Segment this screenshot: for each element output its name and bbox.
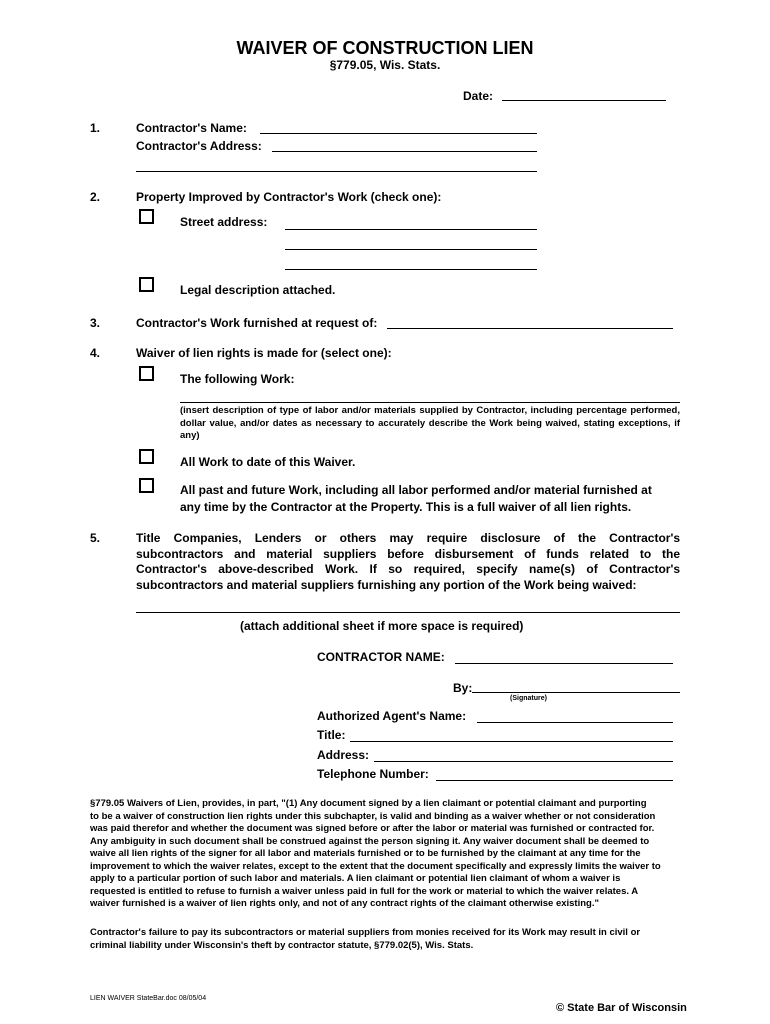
all-past-future-work-line-2: any time by the Contractor at the Property. This is a full waiver of all lien rights. xyxy=(180,500,632,514)
contractor-address-field[interactable] xyxy=(272,151,537,152)
warning-line: criminal liability under Wisconsin's theft by contractor statute, §779.02(5), Wis. Stats. xyxy=(90,939,474,951)
contractor-name-caps-field[interactable] xyxy=(455,663,673,664)
signature-field[interactable] xyxy=(472,692,680,693)
address-field[interactable] xyxy=(374,761,673,762)
all-work-to-date-label: All Work to date of this Waiver. xyxy=(180,455,356,469)
statute-line: §779.05 Waivers of Lien, provides, in part, "(1) Any document signed by a lien claimant or potential claimant and purporting xyxy=(90,798,647,809)
disclosure-line-4: subcontractors and material suppliers furnishing any portion of the Work being waived: xyxy=(136,578,637,592)
street-address-label: Street address: xyxy=(180,215,268,229)
statute-line: to be a waiver of construction lien rights under this subchapter, is valid and binding as a waiver whether or not consideration xyxy=(90,810,656,822)
section-2-number: 2. xyxy=(90,190,101,204)
waiver-scope-heading: Waiver of lien rights is made for (select one): xyxy=(136,346,392,360)
by-label: By: xyxy=(453,681,473,695)
date-field[interactable] xyxy=(502,100,666,101)
document-title: WAIVER OF CONSTRUCTION LIEN xyxy=(236,38,534,58)
street-address-field-2[interactable] xyxy=(285,249,537,250)
following-work-label: The following Work: xyxy=(180,372,295,386)
section-1-number: 1. xyxy=(90,121,101,135)
copyright: © State Bar of Wisconsin xyxy=(556,1002,687,1014)
disclosure-line-2: subcontractors and material suppliers before disbursement of funds related to the xyxy=(136,547,680,561)
work-requested-by-field[interactable] xyxy=(387,328,673,329)
statute-line: was paid therefor and whether the document was signed before or after the labor or material was furnished or contracted for. xyxy=(90,823,655,834)
theft-warning xyxy=(90,927,680,952)
attach-sheet-note: (attach additional sheet if more space is required) xyxy=(240,619,524,633)
telephone-field[interactable] xyxy=(436,780,673,781)
following-work-field[interactable] xyxy=(180,402,680,403)
file-note: LIEN WAIVER StateBar.doc 08/05/04 xyxy=(90,995,207,1002)
all-past-future-work-checkbox[interactable] xyxy=(139,478,154,493)
section-5-number: 5. xyxy=(90,531,101,545)
contractor-name-caps-label: CONTRACTOR NAME: xyxy=(317,650,445,664)
date-label: Date: xyxy=(463,89,494,103)
legal-description-label: Legal description attached. xyxy=(180,283,336,297)
disclosure-line-3: Contractor's above-described Work. If so required, specify name(s) of Contractor's xyxy=(136,562,680,576)
statute-line: improvement to which the waiver relates, except to the extent that the document specifically and expressly limits the waiver to xyxy=(90,860,661,872)
all-work-to-date-checkbox[interactable] xyxy=(139,449,154,464)
street-address-field-3[interactable] xyxy=(285,269,537,270)
statute-line: requested is entitled to refuse to furnish a waiver unless paid in full for the work or material to which the waiver relates. A xyxy=(90,885,639,897)
contractor-address-label: Contractor's Address: xyxy=(136,139,262,153)
subcontractors-field[interactable] xyxy=(136,612,680,613)
following-work-checkbox[interactable] xyxy=(139,366,154,381)
work-description-instructions: (insert description of type of labor and/or materials supplied by Contractor, including percentage performed, dollar value, and/or dates as necessary to accurately describe the Work being waived, stating exceptions, if any) xyxy=(180,405,680,441)
statute-line: Any ambiguity in such document shall be construed against the person signing it. Any waiver document shall be deemed to xyxy=(90,835,650,847)
section-3-number: 3. xyxy=(90,316,101,330)
section-4-number: 4. xyxy=(90,346,101,360)
statute-line: apply to a particular portion of such labor and materials. A lien claimant or potential lien claimant of whom a waiver is xyxy=(90,873,621,884)
statute-subtitle: §779.05, Wis. Stats. xyxy=(329,58,441,72)
title-label: Title: xyxy=(317,728,346,742)
contractor-name-field[interactable] xyxy=(260,133,537,134)
work-requested-by-label: Contractor's Work furnished at request of: xyxy=(136,316,378,330)
disclosure-line-1: Title Companies, Lenders or others may require disclosure of the Contractor's xyxy=(136,531,680,545)
all-past-future-work-line-1: All past and future Work, including all labor performed and/or material furnished at xyxy=(180,483,652,497)
contractor-name-label: Contractor's Name: xyxy=(136,121,247,135)
street-address-field-1[interactable] xyxy=(285,229,537,230)
telephone-label: Telephone Number: xyxy=(317,767,429,781)
legal-description-checkbox[interactable] xyxy=(139,277,154,292)
property-improved-heading: Property Improved by Contractor's Work (check one): xyxy=(136,190,442,204)
warning-line: Contractor's failure to pay its subcontractors or material suppliers from monies received for its Work may result in civil or xyxy=(90,927,641,938)
title-field[interactable] xyxy=(350,741,673,742)
contractor-address-field-2[interactable] xyxy=(136,171,537,172)
street-address-checkbox[interactable] xyxy=(139,209,154,224)
authorized-agent-label: Authorized Agent's Name: xyxy=(317,709,467,723)
statute-line: waive all lien rights of the signer for all labor and materials furnished or to be furnished by the claimant at any time for the xyxy=(90,848,641,859)
authorized-agent-field[interactable] xyxy=(477,722,673,723)
statute-line: waiver furnished is a waiver of lien rights only, and not of any contract rights of the claimant otherwise existing." xyxy=(90,898,599,909)
statute-excerpt xyxy=(90,798,680,911)
address-label: Address: xyxy=(317,748,370,762)
signature-caption: (Signature) xyxy=(510,695,547,702)
